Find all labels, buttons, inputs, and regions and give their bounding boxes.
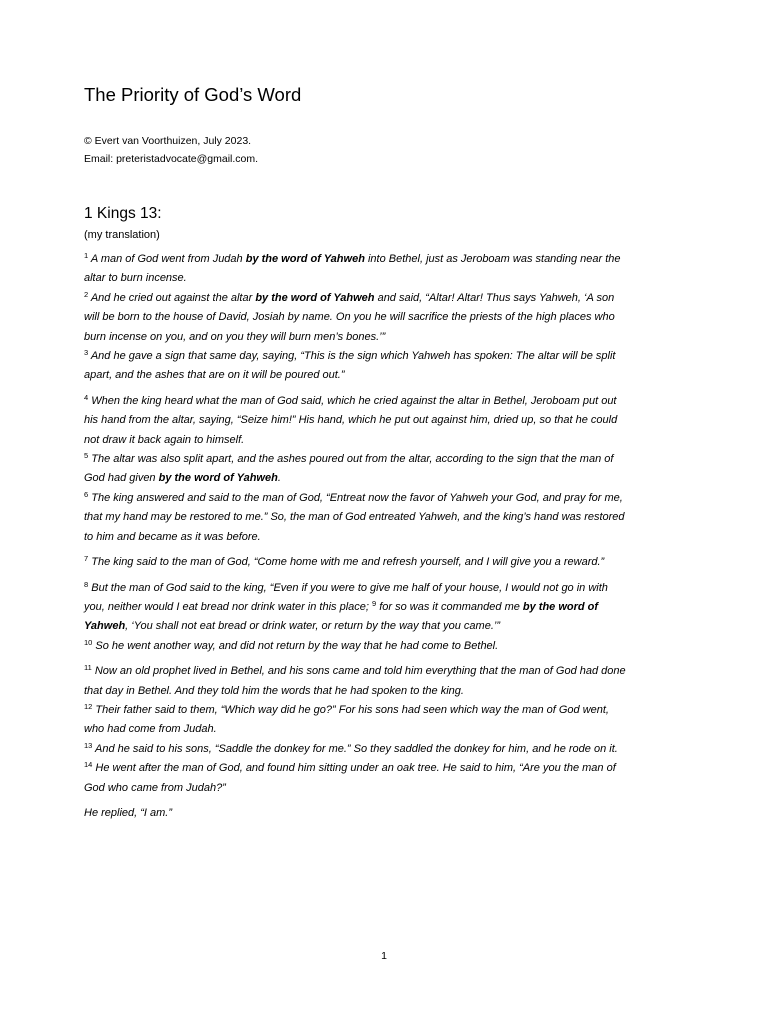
verse-text: The altar was also split apart, and the ashes poured out from the altar, according to the sign that the man of God had given <box>84 453 614 485</box>
verse-number: 1 <box>84 251 89 260</box>
emphasis-text: by the word of Yahweh <box>158 472 278 485</box>
verse <box>84 759 629 798</box>
document-title: The Priority of God’s Word <box>84 84 302 105</box>
emphasis-text: by the word of Yahweh <box>245 253 365 265</box>
verse-number: 7 <box>84 554 89 564</box>
verse-number: 10 <box>84 637 93 647</box>
verse-text: And he cried out against the altar <box>90 291 256 304</box>
section-subheading: (my translation) <box>84 229 160 241</box>
verse-number: 14 <box>84 760 93 770</box>
verse <box>84 637 629 656</box>
verse-text: for so was it commanded me <box>379 600 523 613</box>
verse-number: 3 <box>84 348 89 358</box>
section-heading: 1 Kings 13: <box>84 205 162 222</box>
verse-text: . <box>277 472 281 485</box>
verse-text: So he went another way, and did not return by the way that he had come to Bethel. <box>95 639 499 652</box>
author-info <box>84 132 258 168</box>
verse-text: But the man of God said to the king, “Even if you were to give me half of your house, I would not go in with you, neither would I eat bread nor drink water in this place; <box>84 581 608 613</box>
verse <box>84 450 629 489</box>
verse <box>84 289 629 347</box>
verse-text: He went after the man of God, and found him sitting under an oak tree. He said to him, “Are you the man of God who came from Judah?” <box>84 762 616 794</box>
emphasis-text: by the word of Yahweh <box>84 600 599 633</box>
verse <box>84 250 629 289</box>
page-number: 1 <box>381 950 387 962</box>
verse-text: And he said to his sons, “Saddle the donkey for me.” So they saddled the donkey for him, and he rode on it. <box>95 742 618 755</box>
email-line: Email: preteristadvocate@gmail.com. <box>84 153 259 165</box>
emphasis-text: by the word of Yahweh <box>255 291 375 304</box>
verse-text: Their father said to them, “Which way did he go?” For his sons had seen which way the man of God went, who had come from Judah. <box>84 703 609 736</box>
verse-text: And he gave a sign that same day, saying, “This is the sign which Yahweh has spoken: The altar will be split apart, and the ashes that are on it will be poured out.” <box>84 350 616 382</box>
verse <box>84 579 629 637</box>
verse <box>84 804 629 823</box>
verse-text: and said, “Altar! Altar! Thus says Yahweh, ‘A son will be born to the house of David, Josiah by name. On you he will sacrifice the priests of the high places who burn incense on you, and on you they will burn men’s bones.’” <box>84 291 615 343</box>
verse <box>84 347 629 386</box>
verse-number: 4 <box>84 392 89 402</box>
verse-text: , ‘You shall not eat bread or drink water, or return by the way that you came.’” <box>125 620 500 633</box>
verse <box>84 553 629 572</box>
verse-text: A man of God went from Judah <box>90 253 246 265</box>
verse-number: 11 <box>84 663 92 673</box>
verse-number: 5 <box>84 451 89 461</box>
verse-text: The king answered and said to the man of God, “Entreat now the favor of Yahweh your God, and pray for me, that my hand may be restored to me.” So, the man of God entreated Yahweh, and the king’s hand was restored to him and became as it was before. <box>84 491 625 543</box>
verse-number: 13 <box>84 740 93 750</box>
verse-text: He replied, “I am.” <box>84 806 173 819</box>
verse-list <box>84 250 629 823</box>
verse-text: Now an old prophet lived in Bethel, and his sons came and told him everything that the man of God had done that day in Bethel. And they told him the words that he had spoken to the king. <box>84 665 626 697</box>
verse-text: into Bethel, just as Jeroboam was standing near the altar to burn incense. <box>84 253 621 285</box>
verse-number: 6 <box>84 489 89 499</box>
verse <box>84 489 629 547</box>
verse-number: 8 <box>84 579 89 589</box>
verse <box>84 392 629 450</box>
verse-number: 12 <box>84 701 93 711</box>
copyright-line: © Evert van Voorthuizen, July 2023. <box>84 135 252 147</box>
verse-number: 2 <box>84 289 89 299</box>
verse <box>84 662 629 701</box>
verse-number: 9 <box>372 598 377 608</box>
verse-text: The king said to the man of God, “Come home with me and refresh yourself, and I will give you a reward.” <box>91 556 605 569</box>
verse-text: When the king heard what the man of God said, which he cried against the altar in Bethel, Jeroboam put out his hand from the altar, saying, “Seize him!” His hand, which he put out against him, dried up, so that he could not draw it back again to himself. <box>84 394 618 446</box>
verse <box>84 740 629 759</box>
verse <box>84 701 629 740</box>
